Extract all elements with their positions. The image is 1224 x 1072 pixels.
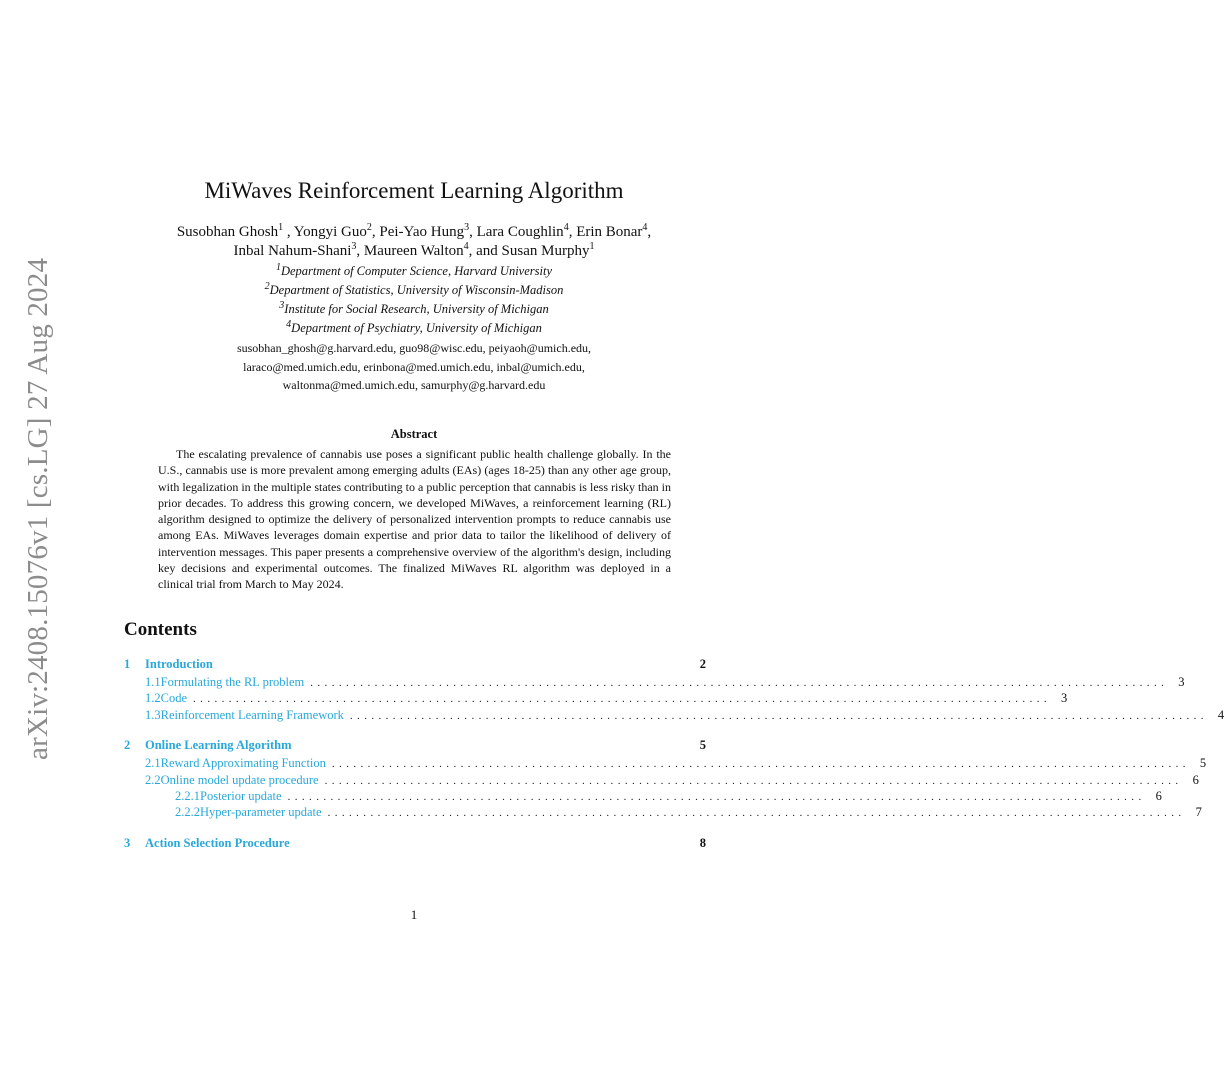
page-number: 1	[410, 907, 418, 922]
toc-entry-link[interactable]: Reward Approximating Function	[160, 756, 326, 771]
toc-page-number: 5	[1199, 756, 1207, 771]
affiliation: $^3$Institute for Social Research, University of Michigan	[279, 299, 549, 316]
toc-entry-link[interactable]: Introduction	[145, 657, 213, 671]
author-list-line-2	[0, 243, 828, 260]
toc-page-number: 3	[1178, 675, 1185, 689]
toc-entry-link[interactable]: Online Learning Algorithm	[145, 738, 292, 753]
author-name: Maureen Walton	[363, 243, 464, 259]
toc-entry-link[interactable]: Action Selection Procedure	[145, 835, 290, 850]
author-name: Erin Bonar	[576, 224, 643, 240]
toc-section-entry[interactable]	[124, 738, 706, 756]
toc-entry-number[interactable]: 1	[124, 657, 131, 671]
author-affiliation-mark: 1	[278, 222, 284, 233]
author-separator: ,	[568, 224, 577, 240]
toc-dot-leader: ........................................................................................................................	[324, 774, 1183, 787]
email-line: laraco@med.umich.edu, erinbona@med.umich.edu, inbal@umich.edu,	[243, 360, 585, 374]
toc-entry-number[interactable]: 2.2.2	[175, 805, 200, 820]
affiliation: $^2$Department of Statistics, University of Wisconsin-Madison	[264, 280, 564, 297]
toc-section-entry[interactable]	[124, 657, 706, 675]
abstract-heading: Abstract	[390, 427, 438, 441]
toc-entry-number[interactable]: 1.2	[145, 691, 161, 706]
toc-dot-leader: ........................................................................................................................	[327, 807, 1186, 820]
toc-entry-link[interactable]: Formulating the RL problem	[160, 675, 305, 689]
table-of-contents	[124, 653, 1224, 854]
author-affiliation-mark: 4	[642, 222, 648, 233]
author-name: Pei-Yao Hung	[379, 224, 465, 240]
author-affiliation-mark: 2	[366, 222, 372, 233]
toc-entry-number[interactable]: 2.2	[145, 772, 161, 787]
toc-subsection-entry[interactable]	[124, 756, 1207, 772]
email-line: susobhan_ghosh@g.harvard.edu, guo98@wisc.edu, peiyaoh@umich.edu,	[236, 341, 592, 355]
toc-entry-number[interactable]: 3	[124, 835, 131, 850]
author-separator: ,	[469, 224, 477, 240]
email-line: waltonma@med.umich.edu, samurphy@g.harvard.edu	[282, 378, 546, 392]
author-list-line-1	[0, 224, 828, 241]
author-name: Susobhan Ghosh	[176, 224, 279, 240]
toc-dot-leader: ........................................................................................................................	[310, 677, 1169, 689]
author-name: Yongyi Guo	[293, 224, 367, 240]
author-separator: ,	[283, 224, 294, 240]
author-separator: ,	[468, 243, 477, 259]
author-affiliation-mark: 3	[464, 222, 470, 233]
toc-entry-link[interactable]: Code	[160, 691, 188, 706]
toc-entry-number[interactable]: 1.1	[145, 675, 161, 689]
toc-dot-leader: ........................................................................................................................	[349, 709, 1208, 722]
author-separator: ,	[356, 243, 364, 259]
arxiv-side-stamp: arXiv:2408.15076v1 [cs.LG] 27 Aug 2024	[22, 257, 54, 760]
toc-entry-number[interactable]: 2.1	[145, 756, 161, 771]
toc-entry-link[interactable]: Online model update procedure	[160, 772, 319, 787]
toc-page-number: 6	[1192, 772, 1199, 787]
toc-subsection-entry[interactable]	[124, 805, 1202, 821]
toc-page-number: 5	[699, 738, 706, 753]
author-affiliation-mark: 1	[589, 241, 595, 252]
toc-subsection-entry[interactable]	[124, 772, 1199, 789]
author-separator: ,	[647, 224, 652, 240]
toc-subsection-entry[interactable]	[124, 788, 1162, 805]
author-name: and Susan Murphy	[476, 243, 590, 259]
toc-subsection-entry[interactable]	[124, 691, 1068, 707]
contents-heading: Contents	[124, 619, 197, 640]
affiliation: $^1$Department of Computer Science, Harvard University	[275, 261, 552, 278]
toc-page-number: 8	[699, 835, 706, 850]
toc-page-number: 2	[699, 657, 706, 671]
toc-dot-leader: ........................................................................................................................	[193, 693, 1052, 706]
toc-page-number: 7	[1195, 805, 1202, 820]
toc-entry-link[interactable]: Posterior update	[200, 788, 282, 803]
author-affiliation-mark: 4	[463, 241, 469, 252]
toc-page-number: 6	[1155, 788, 1162, 803]
affiliation: $^4$Department of Psychiatry, University of Michigan	[286, 318, 542, 335]
toc-entry-number[interactable]: 2.2.1	[175, 788, 200, 803]
toc-section-entry[interactable]	[124, 836, 706, 854]
author-affiliation-mark: 4	[563, 222, 569, 233]
author-affiliation-mark: 3	[351, 241, 357, 252]
toc-page-number: 4	[1217, 707, 1224, 722]
toc-entry-link[interactable]: Hyper-parameter update	[200, 805, 322, 820]
toc-dot-leader: ........................................................................................................................	[331, 758, 1190, 771]
toc-entry-link[interactable]: Reinforcement Learning Framework	[160, 707, 344, 722]
toc-entry-number[interactable]: 1.3	[145, 707, 161, 722]
toc-subsection-entry[interactable]	[124, 675, 1185, 691]
paper-title: MiWaves Reinforcement Learning Algorithm	[204, 178, 624, 203]
toc-page-number: 3	[1061, 691, 1068, 706]
author-name: Inbal Nahum-Shani	[233, 243, 352, 259]
toc-dot-leader: ........................................................................................................................	[287, 790, 1146, 803]
toc-subsection-entry[interactable]	[124, 707, 1224, 724]
author-name: Lara Coughlin	[476, 224, 564, 240]
abstract-body: The escalating prevalence of cannabis use poses a significant public health challenge globally. In the U.S., cannabis use is more prevalent among emerging adults (EAs) (ages 18-25) than any other age group, with legalization in the multiple states contributing to a public perception that cannabis is less risky than in prior decades. To address this growing concern, we developed MiWaves, a reinforcement learning (RL) algorithm designed to optimize the delivery of personalized intervention prompts to reduce cannabis use among EAs. MiWaves leverages domain expertise and prior data to tailor the likelihood of delivery of intervention messages. This paper presents a comprehensive overview of the algorithm's design, including key decisions and experimental outcomes. The finalized MiWaves RL algorithm was deployed in a clinical trial from March to May 2024.	[158, 447, 671, 592]
author-separator: ,	[371, 224, 380, 240]
toc-entry-number[interactable]: 2	[124, 738, 131, 753]
